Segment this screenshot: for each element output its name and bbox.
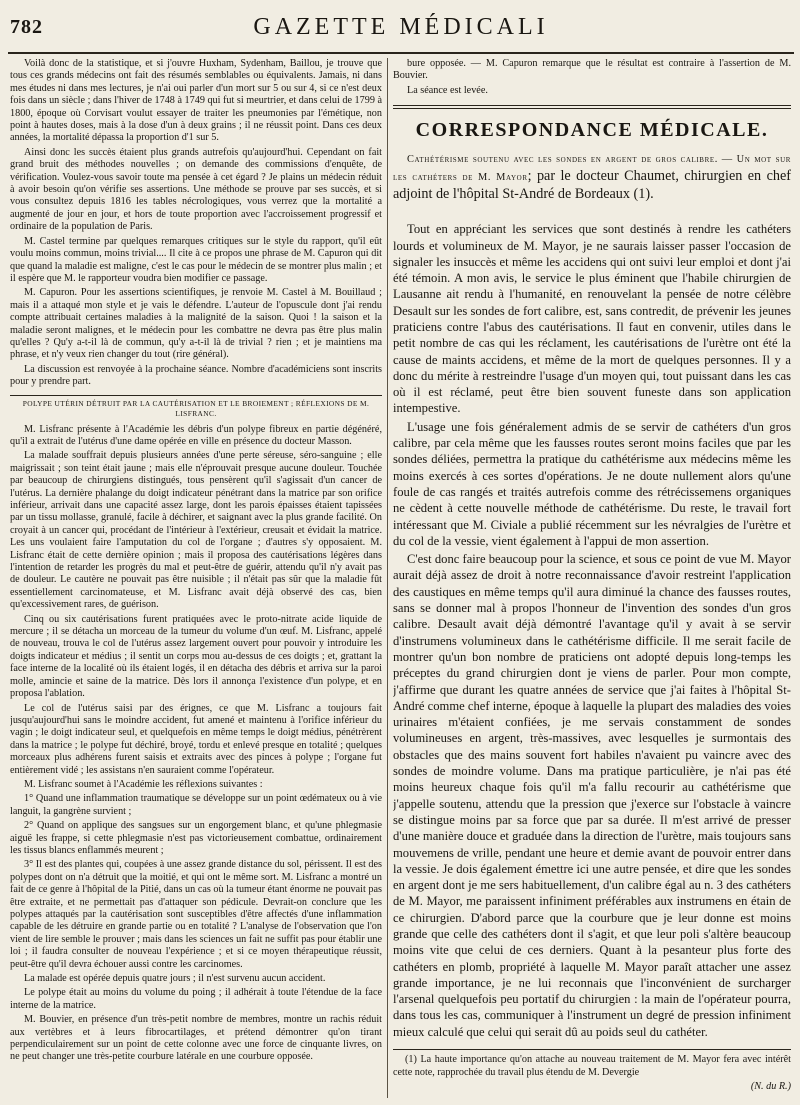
paragraph: Tout en appréciant les services que sont destinés à rendre les cathéters lourds et volumineux de M. Mayor, je ne saurais laisser passer l'occasion de signaler les insuccès et même les accidens qui ont suivi leur emploi et dont j'ai été témoin. A mon avis, le service le plus éminent que l'habile chirurgien de Lausanne ait rendu à l'humanité, en renouvelant la pensée de notre célèbre Desault sur les sondes de fort calibre, est, sans contredit, de prévenir les jeunes praticiens contre l'abus des cautérisations. Il faut en convenir, utiles dans le petit nombre de cas qui les réclament, les cautérisations de l'urètre ont été la cause de maints accidens, et même de la mort de quelques personnes. Il y a donc du mérite à restreindre l'usage d'un moyen qui, tout puissant dans les cas où il est réclamé, peut être bien souvent funeste dans son application intempestive. (393, 222, 791, 416)
paragraph: Voilà donc de la statistique, et si j'ouvre Huxham, Sydenham, Baillou, je trouve que tous ces grands médecins ont fait des résumés semblables ou équivalents. Jamais, ni dans mes études ni dans mes lectures, je n'ai oui parler d'un mort sur 5 ou sur 4, si ce n'est deux fois dans un siècle ; dans l'hiver de 1748 à 1749 qui fut si meurtrier, et dans celui de 1799 à 1800, époque où Corvisart voulut essayer de traiter les pneumonies par l'émétique, non point à hautes doses, mais à la dose d'un à deux grains ; il ne réussit point. Dans ces deux années, la mortalité dépassa la proportion d'1 sur 5. (10, 58, 382, 144)
paragraph: La séance est levée. (407, 84, 488, 96)
journal-title: GAZETTE MÉDICALI (253, 14, 549, 40)
paragraph: La discussion est renvoyée à la prochaine séance. Nombre d'académiciens sont inscrits pour y prendre part. (10, 363, 382, 388)
paragraph: Cinq ou six cautérisations furent pratiquées avec le proto-nitrate acide liquide de mercure ; il se détacha un morceau de la tumeur du volume d'un œuf. M. Lisfranc, appelé de nouveau, trouva le col de l'utérus assez largement ouvert pour pouvoir y introduire les doigts indicateur et médius ; il sentit un corps mou au-dessus de ces doigts ; et, grattant la face interne de la localité où ils étaient logés, il en détacha des débris et arriva sur la paroi molle, amincie et saine de la matrice. Dès lors il annonça l'existence d'un polype, et en proposa l'ablation. (10, 613, 382, 700)
article-title-caps: Cathétérisme soutenu avec les sondes en argent de gros calibre. — Un mot sur les cathéters de M. Mayor (393, 154, 791, 184)
paragraph: La malade est opérée depuis quatre jours ; il n'est survenu aucun accident. (24, 973, 326, 985)
paragraph: M. Bouvier, en présence d'un très-petit nombre de membres, montre un rachis réduit aux vertèbres et à leurs fibrocartilages, et prétend démontrer qu'on tirant perpendiculairement sur un point de cette colonne avec une force de cinquante livres, on ne peut changer une très-petite courbure latérale en une courbure opposée. (10, 1014, 382, 1063)
page-number: 782 (10, 16, 43, 38)
article-byline: ; par le docteur Chaumet, chirurgien en chef adjoint de l'hôpital St-André de Bordeaux (1). (393, 168, 791, 203)
article-subheading (393, 150, 791, 203)
session-end (393, 58, 791, 97)
paragraph: Le col de l'utérus saisi par des érignes, ce que M. Lisfranc a toujours fait jusqu'aujourd'hui sans le moindre accident, fut amené et maintenu à l'orifice inférieur du vagin ; le doigt indicateur seul, et quelquefois en même temps le doigt médius, pénétrèrent dans la matrice ; le polype fut déchiré, broyé, tordu et enlevé presque en totalité ; quelques morceaux plus adhérens furent saisis et extraits avec des pinces à polype ; l'organe fut entièrement vidé ; les assistans n'en sauraient comme l'opérateur. (10, 702, 382, 776)
paragraph: 3° Il est des plantes qui, coupées à une assez grande distance du sol, périssent. Il est des polypes dont on n'a détruit que la moitié, et qui ont le même sort. M. Lisfranc a montré un fait de ce genre à l'hôpital de la Pitié, dans un cas où la tumeur étant énorme ne pouvait pas être extraite, et ne permettait pas d'attaquer son pédicule. Devrait-on conclure que les polypes attaqués par la cautérisation sont susceptibles d'être affectés d'une inflammation capable de les détruire en grande partie ou en totalité ? L'analyse de l'observation que l'on vient de lire semble le prouver ; mais dans les sciences un fait ne suffit pas pour établir une loi ; il faudra consulter de nouveau l'expérience ; et si ce moyen thérapeutique réussit, peut-être qu'il devra échouer aussi contre les carcinomes. (10, 859, 382, 970)
footnote-text: (1) La haute importance qu'on attache au nouveau traitement de M. Mayor fera avec intérêt cette note, rapprochée du travail plus étendu de M. Devergie (393, 1054, 791, 1078)
column-divider (387, 58, 388, 1098)
right-column (393, 58, 791, 1098)
paragraph: Le polype était au moins du volume du poing ; il adhérait à toute l'étendue de la face interne de la matrice. (10, 987, 382, 1011)
paragraph: 1° Quand une inflammation traumatique se développe sur un point œdémateux ou à vie languit, la gangrène survient ; (10, 793, 382, 817)
paragraph: M. Lisfranc présente à l'Académie les débris d'un polype fibreux en partie dégénéré, qu'il a extrait de l'utérus d'une dame opérée en ville en présence du docteur Masson. (10, 423, 382, 447)
paragraph: La malade souffrait depuis plusieurs années d'une perte séreuse, séro-sanguine ; elle maigrissait ; son teint était jaune ; mais elle n'éprouvait presque aucune douleur. Touchée par beaucoup de chirurgiens distingués, tous pensèrent qu'il s'agissait d'un cancer de l'utérus. La dernière phalange du doigt indicateur pénétrant dans la matrice par son orifice inférieur, arrivait dans une capacité assez large, dont les parois épaisses étaient tapissées par un tissu mollasse, granulé, facile à déchirer, et saignant avec la plus grande facilité. On croyait à un cancer qui, procédant de l'intérieur à l'extérieur, creusait et évidait la matrice. Les uns voulaient faire l'amputation du col de l'organe ; d'autres s'y opposaient. M. Lisfranc était de cette dernière opinion ; mais il proposa des cautérisations légères dans l'intention de retarder les progrès du mal et peut-être de guérir, attendu qu'il n'y avait pas de douleur. Le cautère ne pouvait pas être nuisible ; il n'était pas sûr que la maladie fût essentiellement carcinomateuse, et M. Lisfranc avait déjà observé des cas, bien qu'excessivement rares, de guérison. (10, 450, 382, 611)
section-rule (393, 105, 791, 109)
paragraph: M. Capuron. Pour les assertions scientifiques, je renvoie M. Castel à M. Bouillaud ; mais il a attaqué mon style et je vais le défendre. L'auteur de l'opuscule dont j'ai rendu compte attribuait certaines maladies à la malignité de la saison. Quoi ! la saison et la maladie seront malignes, et le médecin pour les combattre ne devra pas être plus malin qu'elles ? Qu'y a-t-il là de commun, qu'y a-t-il là de trivial ? rien ; et je maintiens ma phrase, et n'y veux rien changer du tout (rire général). (10, 287, 382, 361)
paragraph: M. Lisfranc soumet à l'Académie les réflexions suivantes : (24, 778, 263, 790)
paragraph: C'est donc faire beaucoup pour la science, et sous ce point de vue M. Mayor aurait déjà assez de droit à notre reconnaissance d'avoir restreint l'application des caustiques en même temps qu'il aura diminué la chance des fausses routes, sans se donner mal à propos l'honneur de l'invention des sondes d'un gros calibre. Desault avait déjà démontré l'avantage qu'il y avait à se servir d'instrumens volumineux dans le cathétérisme difficile. Il me serait facile de montrer qu'un bon nombre de praticiens ont adopté depuis long-temps les préceptes du grand chirurgien dont je viens de parler. Pour mon compte, j'affirme que durant les quatre années de service que j'ai faites à l'hôpital St-André comme chef interne, époque à laquelle la plupart des maladies des voies urinaires m'étaient confiées, je me servais constamment de sondes volumineuses en argent, très-massives, avec lesquelles je surmontais des obstacles que des mains souvent fort habiles n'avaient pu vaincre avec des sondes de moindre volume. Dans ma pratique particulière, je n'ai pas été moins heureux chaque fois qu'il m'a fallu recourir au cathétérisme que j'appelle soutenu, attendu que la pression que j'exerce sur l'obstacle à vaincre se distingue moins par sa force que par sa durée. Il m'est arrivé de presser d'une manière douce et graduée dans la direction de l'urètre, mais toujours sans mouvemens de vrille, pendant une heure et demie avant de pouvoir entrer dans la vessie. Je dois également émettre ici une autre pensée, et dire que les sondes en argent dont je me sers habituellement, d'un calibre égal au n. 3 des cathéters de M. Mayor, me paraissent infiniment préférables aux instrumens en étain de ce chirurgien. D'abord parce que la courbure que je leur donne est moins grande que celle des cathéters dont il s'agit, et que leur poli s'altère beaucoup moins vite que celui de ces derniers. Quant à la pesanteur plus forte des cathéters en plomb, propriété à laquelle M. Mayor paraît attacher une assez grande importance, je ne lui reconnais que l'inconvénient de surcharger l'arsenal quelquefois peu portatif du chirurgien : la main de l'opérateur pourra, dans tous les cas, communiquer à l'instrument un degré de pression infiniment mieux calculé que celui qui serait dû au poids seul du cathéter. (393, 552, 791, 1039)
paragraph: 2° Quand on applique des sangsues sur un engorgement blanc, et qu'une phlegmasie aiguë les frappe, si cette phlegmasie n'est pas victorieusement combattue, ordinairement les tissus blancs enflammés meurent ; (10, 820, 382, 856)
paragraph: M. Castel termine par quelques remarques critiques sur le style du rapport, qu'il eût voulu moins commun, moins trivial.... Il cite à ce propos une phrase de M. Capuron qui dit que quand la maladie est maligne, c'est le cas pour le médecin de se montrer plus malin ; et il espère que M. le rapporteur voudra bien modifier ce passage. (10, 235, 382, 284)
footnote-signature: (N. du R.) (750, 1081, 791, 1093)
section-title: POLYPE UTÉRIN DÉTRUIT PAR LA CAUTÉRISATION ET LE BROIEMENT ; RÉFLEXIONS DE M. LISFRANC. (10, 395, 382, 419)
article-body (393, 221, 791, 1040)
paragraph: bure opposée. — M. Capuron remarque que le résultat est contraire à l'assertion de M. Bouvier. (393, 58, 791, 82)
left-column (10, 58, 382, 1098)
page-header (8, 10, 794, 54)
section-heading: CORRESPONDANCE MÉDICALE. (415, 119, 769, 142)
paragraph: Ainsi donc les succès étaient plus grands autrefois qu'aujourd'hui. Cependant on fait grand bruit des méthodes nouvelles ; on demande des commissions d'enquête, de vérification. Voulez-vous savoir toute ma pensée à cet égard ? Je plains un médecin réduit à avoir besoin qu'on vérifie ses assertions. Une méthode se prouve par ses succès, et si vous consultez depuis 1816 les tables nécrologiques, vous verrez que la mortalité a augmenté de jour en jour, et hors de toute proportion avec l'accroissement progressif et ordinaire de la population de Paris. (10, 146, 382, 233)
footnote (393, 1049, 791, 1094)
paragraph: L'usage une fois généralement admis de se servir de cathéters d'un gros calibre, par cela même que les fausses routes seront moins faciles que par les sondes déliées, permettra la pratique du cathétérisme aux médecins même les moins exercés à ces sortes d'opérations. Je ne doute nullement alors qu'une foule de cas rangés et traités autrefois comme des rétrécissemens organiques ne cèdent à cette nouvelle méthode de cathétérisme. Du reste, le travail fort intéressant que M. Civiale a publié récemment sur les névralgies de l'urètre et du col de la vessie, vient également à l'appui de mon assertion. (393, 419, 791, 548)
